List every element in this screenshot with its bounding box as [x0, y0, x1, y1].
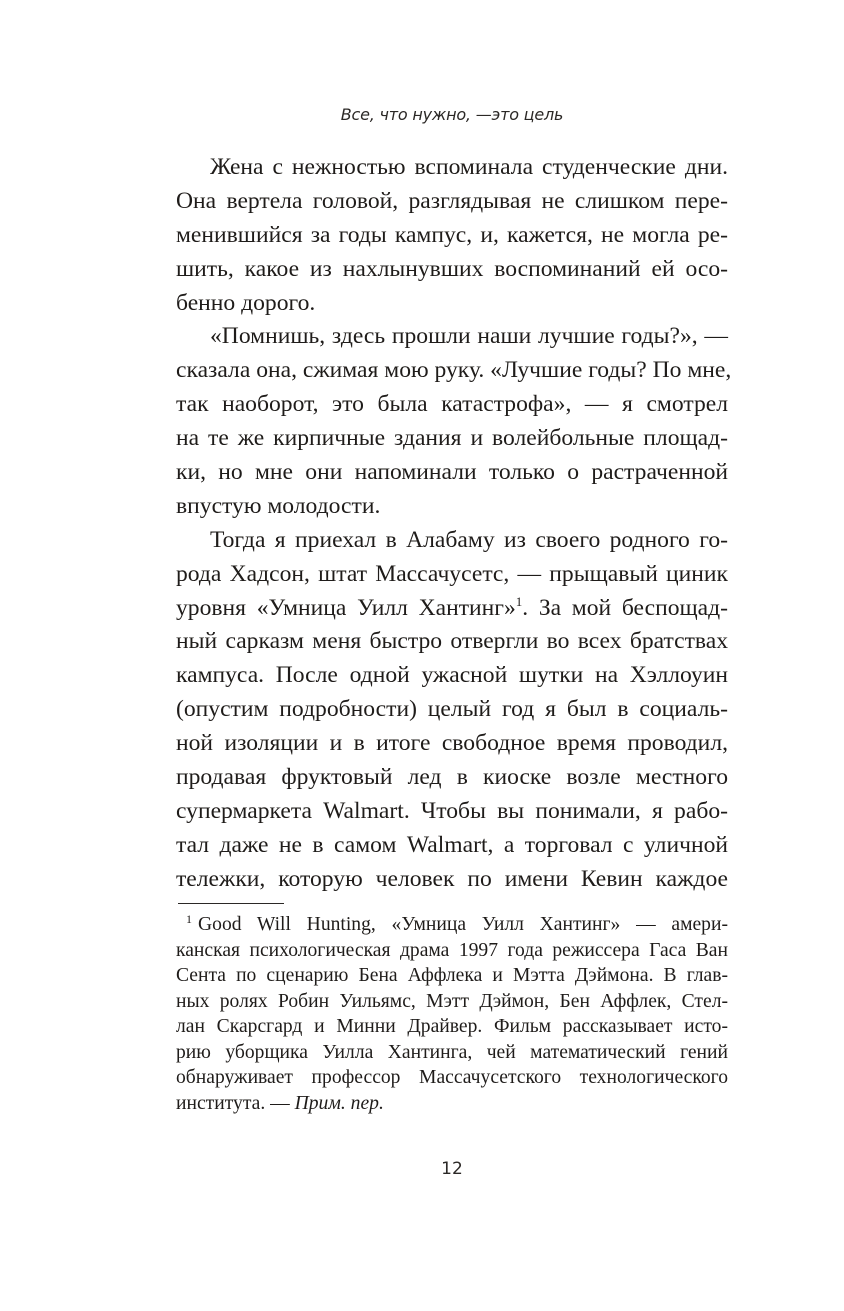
text-segment: уровня «Умница Уилл Хантинг»: [176, 594, 516, 621]
text-line: кампуса. После одной ужасной шутки на Хэллоуин: [176, 662, 728, 689]
text-line: ки, но мне они напоминали только о растраченной: [176, 459, 728, 486]
text-segment: института. —: [176, 1092, 295, 1114]
text-line: тал даже не в самом Walmart, а торговал с уличной: [176, 831, 728, 858]
text-line: сказала она, сжимая мою руку. «Лучшие годы? По мне,: [176, 357, 732, 384]
translator-note-label: Прим. пер.: [294, 1092, 384, 1114]
text-line: впустую молодости.: [176, 492, 381, 519]
text-line: шить, какое из нахлынувших воспоминаний ей осо-: [176, 255, 728, 282]
footnote-line: [176, 912, 728, 938]
text-line: «Помнишь, здесь прошли наши лучшие годы?», —: [210, 323, 728, 350]
text-line: на те же кирпичные здания и волейбольные площад-: [176, 425, 728, 452]
footnote-mark: 1: [186, 912, 192, 926]
text-segment: Good Will Hunting, «Умница Уилл Хантинг» — амери-: [198, 914, 728, 935]
text-line: Она вертела головой, разглядывая не слишком пере-: [176, 187, 728, 214]
text-line: супермаркета Walmart. Чтобы вы понимали, я рабо-: [176, 797, 728, 824]
text-line: (опустим подробности) целый год я был в социаль-: [176, 696, 728, 723]
footnote-line: ных ролях Робин Уильямс, Мэтт Дэймон, Бен Аффлек, Стел-: [176, 990, 728, 1012]
text-line: рода Хадсон, штат Массачусетс, — прыщавый циник: [176, 560, 728, 587]
running-head: Все, что нужно, —это цель: [340, 105, 564, 124]
text-line-with-footnote-ref: [176, 592, 728, 626]
text-line: бенно дорого.: [176, 289, 316, 316]
text-line: ный сарказм меня быстро отвергли во всех братствах: [176, 628, 728, 655]
page-number: 12: [441, 1159, 463, 1179]
text-line: Жена с нежностью вспоминала студенческие дни.: [210, 154, 728, 180]
footnote-line: [176, 1091, 728, 1117]
text-line: продавая фруктовый лед в киоске возле местного: [176, 764, 728, 791]
text-line: так наоборот, это была катастрофа», — я смотрел: [176, 391, 728, 418]
footnote-ref-1[interactable]: 1: [515, 593, 523, 609]
footnote-line: лан Скарсгард и Минни Драйвер. Фильм рассказывает исто-: [176, 1016, 728, 1037]
text-line: Тогда я приехал в Алабаму из своего родного го-: [210, 526, 728, 553]
footnote-divider: [178, 903, 284, 904]
footnote: [176, 912, 728, 1116]
footnote-line: канская психологическая драма 1997 года режиссера Гаса Ван: [176, 939, 728, 961]
body-text: [176, 151, 732, 897]
footnote-line: Сента по сценарию Бена Аффлека и Мэтта Дэймона. В глав-: [176, 965, 728, 986]
footnote-line: рию уборщика Уилла Хантинга, чей математический гений: [176, 1041, 728, 1063]
footnote-line: обнаруживает профессор Массачусетского технологического: [176, 1067, 728, 1088]
text-line: ной изоляции и в итоге свободное время проводил,: [176, 730, 728, 757]
text-segment: . За мой беспощад-: [522, 594, 728, 621]
text-line: тележки, которую человек по имени Кевин каждое: [176, 865, 728, 892]
text-line: менившийся за годы кампус, и, кажется, не могла ре-: [176, 221, 728, 248]
